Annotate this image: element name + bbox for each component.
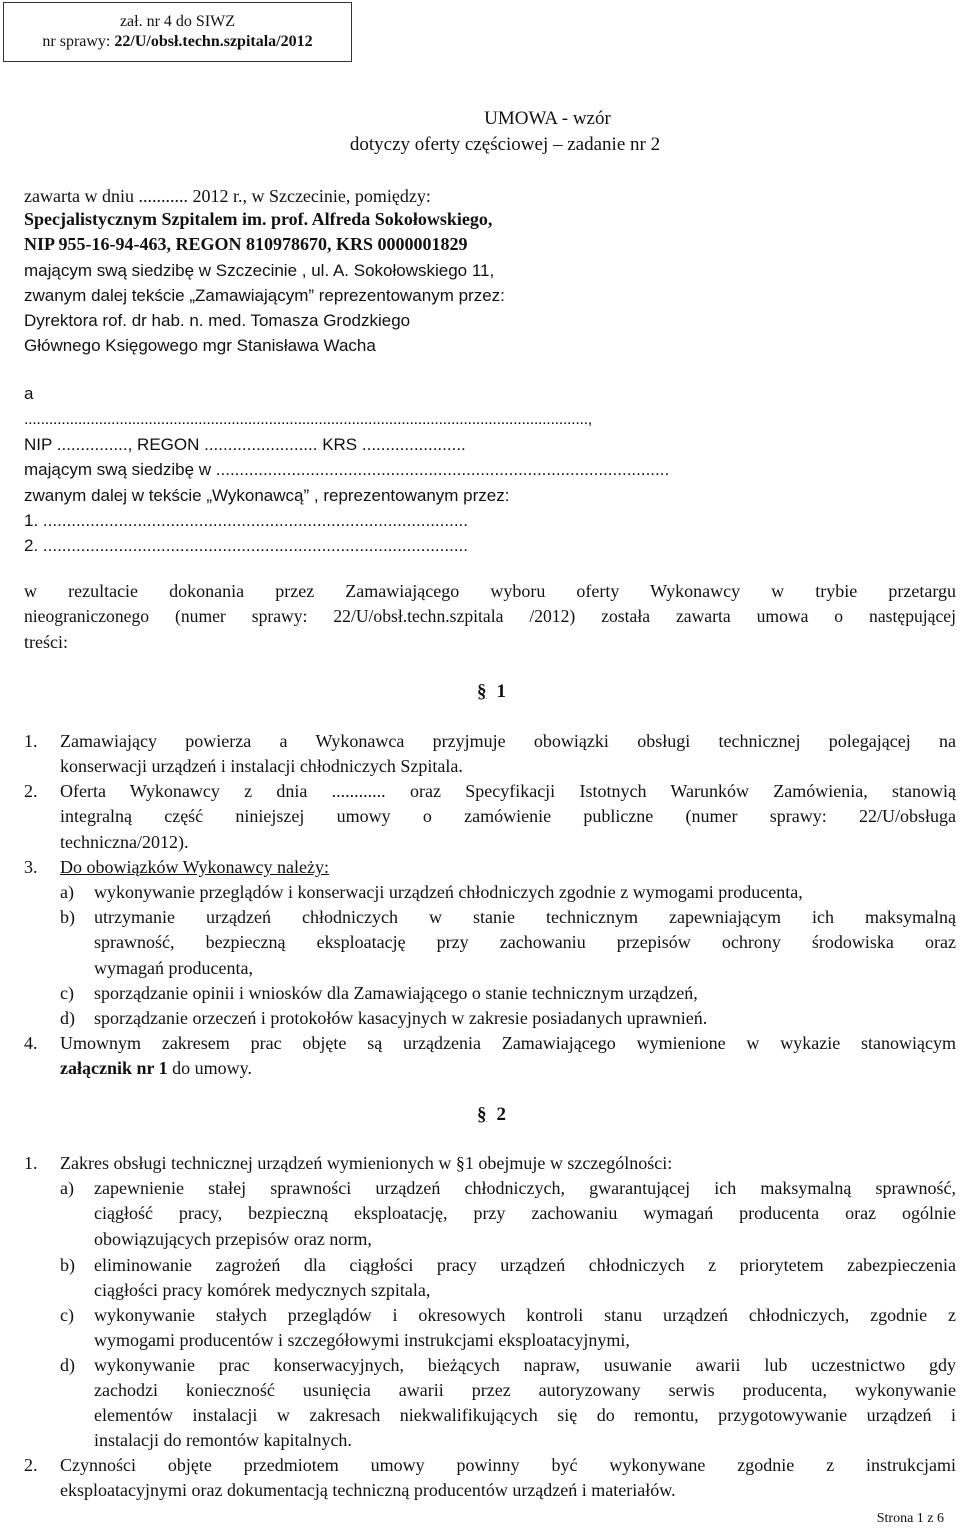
s2-p2-line-1: Czynności objęte przedmiotem umowy powinny być wykonywane zgodnie z instrukcjami — [60, 1455, 956, 1475]
s1-p2-line-3: techniczna/2012). — [60, 832, 189, 852]
s2-p1-number: 1. — [24, 1153, 38, 1173]
s1-b-line-3: wymagań producenta, — [94, 958, 253, 978]
title-sub: dotyczy oferty częściowej – zadanie nr 2 — [349, 134, 661, 155]
header-annex: zał. nr 4 do SIWZ — [119, 13, 236, 30]
header-case-number: nr sprawy: 22/U/obsł.techn.szpitala/2012 — [42, 33, 313, 50]
s1-p2-line-1: Oferta Wykonawcy z dnia ............ oraz Specyfikacji Istotnych Warunków Zamówienia, stanowią — [60, 781, 956, 801]
s2-a-line-3: obowiązujących przepisów oraz norm, — [94, 1229, 372, 1249]
result-line-1: w rezultacie dokonania przez Zamawiającego wyboru oferty Wykonawcy w trybie przetargu — [24, 581, 956, 601]
page-number: Strona 1 z 6 — [876, 1511, 944, 1526]
s1-a-text: wykonywanie przeglądów i konserwacji urządzeń chłodniczych zgodnie z wymogami producenta, — [94, 882, 803, 902]
s2-p2-number: 2. — [24, 1455, 38, 1475]
hospital-rep-2: Głównego Księgowego mgr Stanisława Wacha — [24, 336, 376, 355]
contractor-rep-2: 2. .......................................................................................... — [24, 536, 468, 555]
s2-c-letter: c) — [60, 1305, 74, 1325]
s2-c-line-1: wykonywanie stałych przeglądów i okresowych kontroli stanu urządzeń chłodniczych, zgodnie z — [94, 1305, 956, 1325]
s1-b-letter: b) — [60, 907, 75, 927]
s2-d-line-4: instalacji do remontów kapitalnych. — [94, 1430, 352, 1450]
s1-b-line-2: sprawność, bezpieczną eksploatację przy zachowaniu przepisów ochrony środowiska oraz — [94, 932, 956, 952]
s1-d-text: sporządzanie orzeczeń i protokołów kasacyjnych w zakresie posiadanych uprawnień. — [94, 1008, 708, 1028]
hospital-name: Specjalistycznym Szpitalem im. prof. Alfreda Sokołowskiego, — [24, 209, 493, 229]
and-word: a — [24, 384, 34, 403]
result-line-3: treści: — [24, 632, 68, 652]
result-line-2: nieograniczonego (numer sprawy: 22/U/obsł.techn.szpitala /2012) została zawarta umowa o następującej — [24, 606, 956, 626]
contract-intro: zawarta w dniu ........... 2012 r., w Szczecinie, pomiędzy: — [24, 186, 431, 206]
document-title — [0, 106, 960, 158]
s2-a-line-1: zapewnienie stałej sprawności urządzeń chłodniczych, gwarantującej ich maksymalną sprawność, — [94, 1178, 956, 1198]
s1-c-letter: c) — [60, 983, 74, 1003]
hospital-ids: NIP 955-16-94-463, REGON 810978670, KRS 0000001829 — [24, 234, 468, 254]
s2-b-letter: b) — [60, 1255, 75, 1275]
contractor-ids: NIP ..............., REGON ........................ KRS ...................... — [24, 435, 466, 454]
s1-a-letter: a) — [60, 882, 74, 902]
s1-d-letter: d) — [60, 1008, 75, 1028]
hospital-seat: mającym swą siedzibę w Szczecinie , ul. A. Sokołowskiego 11, — [24, 261, 495, 280]
s2-d-letter: d) — [60, 1355, 75, 1375]
s1-p1-number: 1. — [24, 731, 38, 751]
s1-p2-number: 2. — [24, 781, 38, 801]
header-box — [3, 2, 352, 62]
contractor-seat: mającym swą siedzibę w ................................................................................................ — [24, 460, 670, 479]
s1-p3-number: 3. — [24, 857, 38, 877]
s2-p2-line-2: eksploatacyjnymi oraz dokumentacją techniczną producentów urządzeń i materiałów. — [60, 1480, 676, 1500]
s1-p1-line-2: konserwacji urządzeń i instalacji chłodniczych Szpitala. — [60, 756, 463, 776]
section-1-heading: § 1 — [477, 681, 506, 702]
s2-a-line-2: ciągłość pracy, bezpieczną eksploatację, przy zachowaniu wymagań producenta oraz ogólnie — [94, 1203, 956, 1223]
s1-b-line-1: utrzymanie urządzeń chłodniczych w stanie technicznym zapewniającym ich maksymalną — [94, 907, 956, 927]
s2-b-line-2: ciągłości pracy komórek medycznych szpitala, — [94, 1280, 431, 1300]
hospital-called: zwanym dalej tekście „Zamawiającym” reprezentowanym przez: — [24, 286, 505, 305]
s2-d-line-1: wykonywanie prac konserwacyjnych, bieżących napraw, usuwanie awarii lub uczestnictwo gdy — [94, 1355, 956, 1375]
contractor-name-dots: ........................................................................................................................................, — [24, 411, 592, 428]
title-main: UMOWA - wzór — [484, 108, 611, 129]
s2-c-line-2: wymogami producentów i szczegółowymi instrukcjami eksploatacyjnymi, — [94, 1330, 630, 1350]
hospital-rep-1: Dyrektora rof. dr hab. n. med. Tomasza Grodzkiego — [24, 311, 411, 330]
s2-p1-heading: Zakres obsługi technicznej urządzeń wymienionych w §1 obejmuje w szczególności: — [60, 1153, 673, 1173]
s2-a-letter: a) — [60, 1178, 74, 1198]
s1-p4-line-2: załącznik nr 1 do umowy. — [60, 1058, 253, 1078]
s1-p1-line-1: Zamawiający powierza a Wykonawca przyjmuje obowiązki obsługi technicznej polegającej na — [60, 731, 956, 751]
s2-d-line-2: zachodzi konieczność usunięcia awarii przez autoryzowany serwis producenta, wykonywanie — [94, 1380, 956, 1400]
s1-p2-line-2: integralną część niniejszej umowy o zamówienie publiczne (numer sprawy: 22/U/obsługa — [60, 806, 956, 826]
s1-p3-heading: Do obowiązków Wykonawcy należy: — [60, 857, 330, 877]
s1-c-text: sporządzanie opinii i wniosków dla Zamawiającego o stanie technicznym urządzeń, — [94, 983, 698, 1003]
s2-b-line-1: eliminowanie zagrożeń dla ciągłości pracy urządzeń chłodniczych z priorytetem zabezpieczenia — [94, 1255, 956, 1275]
s2-d-line-3: elementów instalacji w zakresach niekwalifikujących się do remontu, przygotowywanie urządzeń i — [94, 1405, 956, 1425]
contractor-called: zwanym dalej w tekście „Wykonawcą” , reprezentowanym przez: — [24, 486, 510, 505]
s1-p4-line-1: Umownym zakresem prac objęte są urządzenia Zamawiającego wymienione w wykazie stanowiącym — [60, 1033, 956, 1053]
s1-p4-number: 4. — [24, 1033, 38, 1053]
contractor-rep-1: 1. .......................................................................................... — [24, 511, 468, 530]
section-2-heading: § 2 — [477, 1104, 506, 1125]
